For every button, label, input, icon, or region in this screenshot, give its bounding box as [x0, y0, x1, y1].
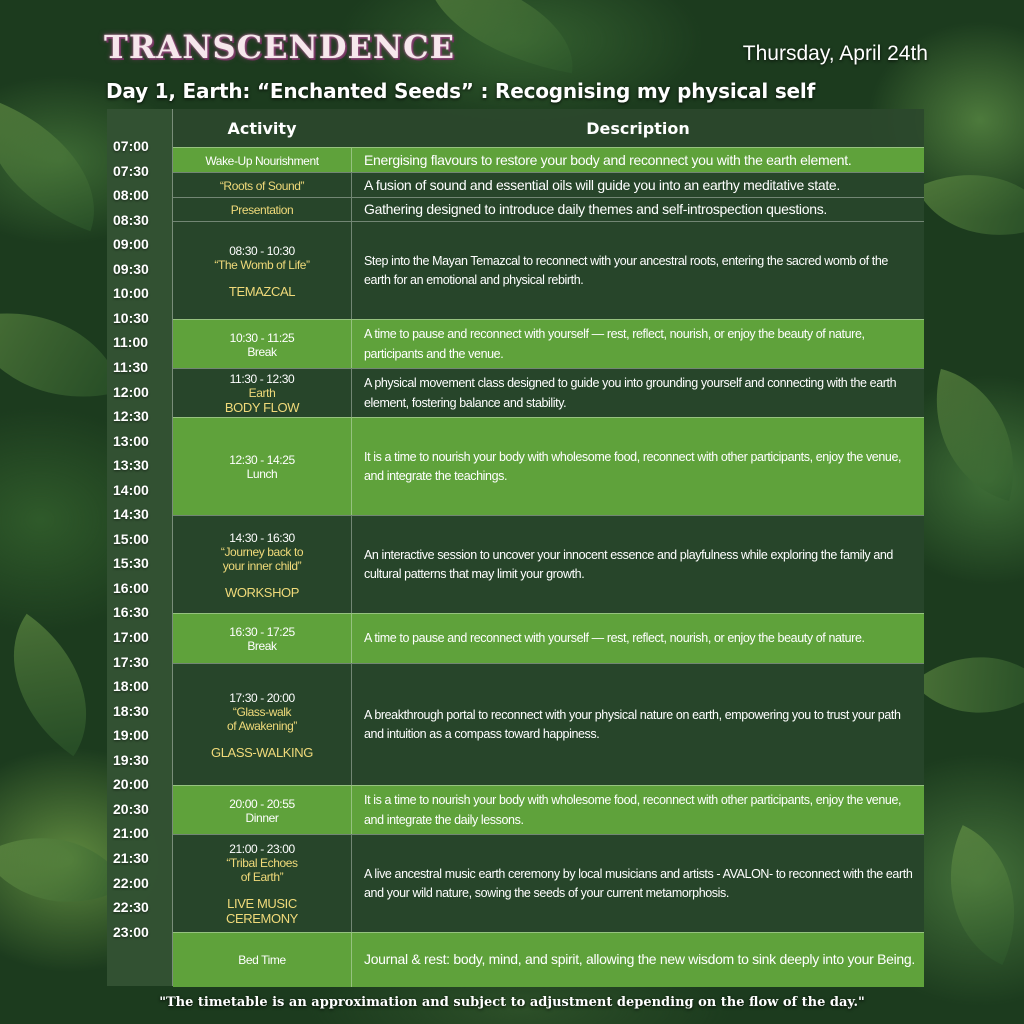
activity-line: GLASS-WALKING [211, 744, 313, 760]
time-label: 11:30 [113, 358, 149, 375]
activity-cell [173, 198, 352, 222]
time-label: 15:30 [113, 555, 149, 572]
time-label: 21:00 [113, 825, 149, 842]
activity-cell [173, 516, 352, 614]
activity-cell [173, 418, 352, 516]
time-label: 12:30 [113, 408, 149, 425]
activity-line: “Tribal Echoes [226, 856, 298, 870]
activity-line: Wake-Up Nourishment [205, 153, 319, 168]
schedule-row [173, 197, 924, 222]
page-title: TRANSCENDENCE [104, 28, 455, 66]
description-cell: An interactive session to uncover your innocent essence and playfulness while exploring the family and cultural patterns that may limit your growth. [364, 547, 893, 581]
description-cell: Gathering designed to introduce daily themes and self-introspection questions. [364, 201, 828, 218]
time-label: 14:30 [113, 506, 149, 523]
activity-cell [173, 933, 352, 987]
time-label: 22:30 [113, 899, 149, 916]
activity-line: “Roots of Sound” [219, 178, 305, 193]
time-label: 09:30 [113, 260, 149, 277]
leaf-decoration [912, 369, 1024, 501]
description-cell: It is a time to nourish your body with wholesome food, reconnect with other participants, enjoy the venue, and integrate the teachings. [364, 449, 902, 483]
activity-line: CEREMONY [226, 911, 298, 926]
activity-line: Break [247, 344, 277, 359]
activity-cell [173, 148, 352, 173]
activity-line: 20:00 - 20:55 [229, 796, 295, 811]
activity-line: TEMAZCAL [228, 283, 296, 299]
activity-line: Earth [248, 386, 276, 400]
activity-cell [173, 786, 352, 835]
schedule-row [173, 319, 924, 369]
activity-line: WORKSHOP [224, 584, 300, 600]
time-label: 07:00 [113, 138, 149, 154]
activity-cell [173, 173, 352, 198]
activity-line: Presentation [230, 203, 294, 217]
description-cell: A live ancestral music earth ceremony by local musicians and artists - AVALON- to reconnect with the earth and your wild nature, sowing the seeds of your current metamorphosis. [364, 866, 913, 900]
activity-cell [173, 222, 352, 320]
time-label: 13:00 [113, 432, 149, 449]
activity-line: 11:30 - 12:30 [229, 372, 295, 386]
schedule-row [173, 515, 924, 614]
time-label: 23:00 [113, 923, 149, 940]
activity-line: Bed Time [238, 953, 286, 967]
activity-line: Dinner [245, 810, 279, 825]
description-cell: A breakthrough portal to reconnect with your physical nature on earth, empowering you to trust your path and intuition as a compass toward happiness. [364, 707, 901, 741]
time-label: 13:30 [113, 457, 149, 474]
activity-line: Break [247, 639, 277, 653]
event-date: Thursday, April 24th [742, 42, 928, 65]
time-label: 18:00 [113, 678, 149, 695]
time-label: 20:30 [113, 800, 149, 817]
time-label: 19:30 [113, 751, 149, 768]
time-label: 19:00 [113, 727, 149, 744]
time-label: 20:00 [113, 776, 149, 793]
time-label: 18:30 [113, 702, 149, 719]
activity-line: 10:30 - 11:25 [229, 330, 295, 345]
description-cell: A time to pause and reconnect with yourself — rest, reflect, nourish, or enjoy the beauty of nature. [364, 631, 865, 646]
time-label: 16:00 [113, 579, 149, 596]
description-cell: Energising flavours to restore your body and reconnect you with the earth element. [364, 151, 852, 168]
time-label: 12:00 [113, 383, 149, 400]
schedule-row [173, 613, 924, 664]
activity-line: 21:00 - 23:00 [229, 842, 295, 856]
activity-header: Activity [227, 118, 297, 138]
time-label: 17:30 [113, 653, 149, 670]
schedule-row [173, 834, 924, 933]
leaf-decoration [916, 141, 1024, 269]
schedule-row [173, 368, 924, 418]
time-label: 10:30 [113, 309, 149, 326]
leaf-decoration [913, 618, 1024, 751]
time-label: 21:30 [113, 849, 149, 866]
description-cell: A time to pause and reconnect with yourself — rest, reflect, nourish, or enjoy the beauty of nature, participants and the venue. [364, 327, 865, 361]
schedule-row [173, 172, 924, 198]
activity-cell [173, 614, 352, 664]
day-subtitle: Day 1, Earth: “Enchanted Seeds” : Recognising my physical self [106, 79, 816, 103]
schedule-row [173, 932, 924, 987]
activity-line: “Glass-walk [232, 704, 292, 719]
activity-line: “Journey back to [220, 544, 304, 559]
description-cell: It is a time to nourish your body with wholesome food, reconnect with other participants, enjoy the venue, and integrate the daily lessons. [364, 793, 902, 827]
activity-line: of Earth” [240, 870, 284, 884]
activity-cell [173, 320, 352, 369]
description-cell: Journal & rest: body, mind, and spirit, allowing the new wisdom to sink deeply into your Being. [364, 951, 915, 968]
schedule-row [173, 663, 924, 786]
activity-line: “The Womb of Life” [214, 257, 310, 272]
time-label: 10:00 [113, 285, 149, 302]
description-header: Description [586, 118, 690, 138]
time-label: 22:00 [113, 874, 149, 891]
time-label: 08:30 [113, 211, 149, 228]
time-label: 07:30 [113, 162, 149, 179]
leaf-decoration [0, 99, 121, 231]
activity-line: 12:30 - 14:25 [229, 453, 295, 467]
activity-cell [173, 369, 352, 418]
activity-cell [173, 664, 352, 786]
activity-line: 14:30 - 16:30 [229, 530, 295, 545]
activity-line: Lunch [246, 467, 278, 481]
schedule-row [173, 221, 924, 320]
time-label: 16:30 [113, 604, 149, 621]
time-label: 14:00 [113, 481, 149, 498]
time-label: 09:00 [113, 236, 149, 253]
schedule-row [173, 417, 924, 516]
time-label: 17:00 [113, 629, 149, 645]
leaf-decoration [916, 825, 1024, 965]
description-cell: A fusion of sound and essential oils will guide you into an earthy meditative state. [364, 176, 840, 193]
time-label: 08:00 [113, 187, 149, 204]
time-label: 11:00 [113, 334, 149, 351]
activity-line: LIVE MUSIC [227, 896, 297, 911]
schedule-row [173, 785, 924, 835]
time-label: 15:00 [113, 530, 149, 547]
schedule-row [173, 147, 924, 173]
leaf-decoration [0, 285, 122, 425]
description-cell: Step into the Mayan Temazcal to reconnect with your ancestral roots, entering the sacred womb of the earth for an emotional and physical rebirth. [364, 253, 888, 287]
activity-line: BODY FLOW [224, 400, 300, 415]
activity-line: your inner child” [222, 558, 302, 573]
activity-line: 08:30 - 10:30 [229, 243, 295, 258]
description-cell: A physical movement class designed to guide you into grounding yourself and connecting with the earth element, fostering balance and stability. [364, 376, 897, 410]
activity-line: 17:30 - 20:00 [229, 690, 295, 705]
activity-cell [173, 835, 352, 933]
footer-note: "The timetable is an approximation and subject to adjustment depending on the flow of the day." [159, 995, 865, 1010]
activity-line: 16:30 - 17:25 [229, 625, 295, 639]
activity-line: of Awakening” [227, 718, 297, 733]
